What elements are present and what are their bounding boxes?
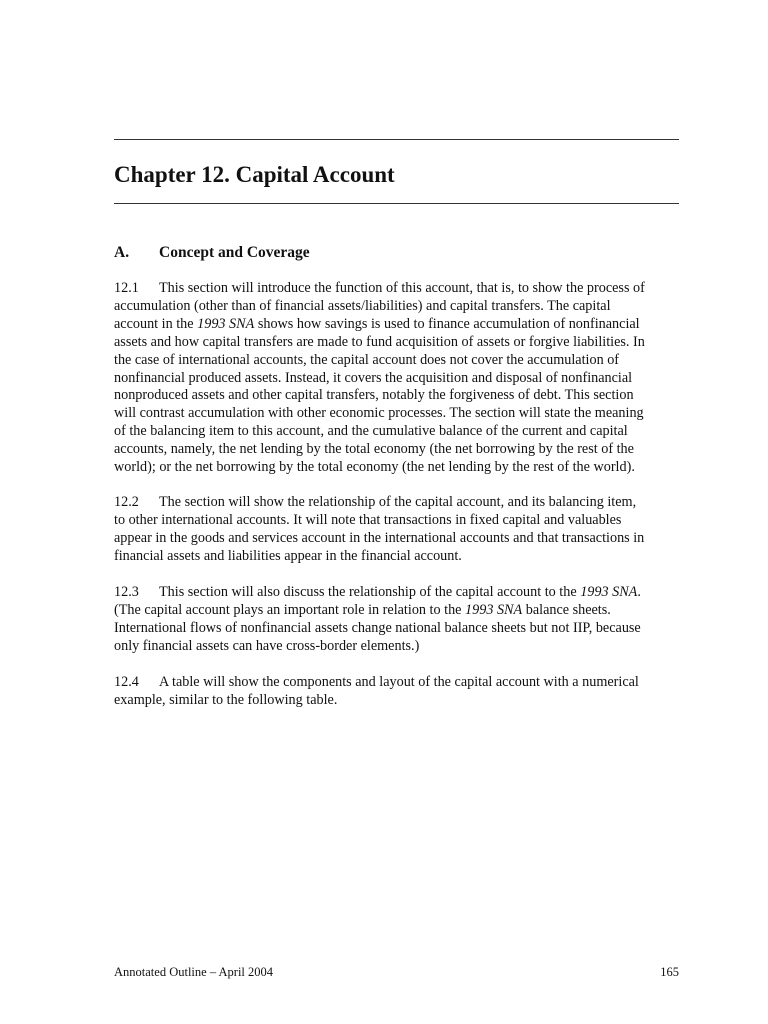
footer-document-label: Annotated Outline – April 2004 — [114, 965, 274, 979]
paragraph-line — [114, 692, 680, 710]
text-run: accumulation (other than of financial assets/liabilities) and capital transfers. The capital — [114, 297, 611, 314]
text-run: of the balancing item to this account, and the cumulative balance of the current and capital — [114, 423, 628, 440]
paragraph-line — [114, 334, 680, 352]
paragraph-number: 12.3 — [114, 584, 139, 600]
paragraph-line — [114, 602, 680, 620]
text-run: A table will show the components and layout of the capital account with a numerical — [159, 674, 639, 690]
paragraph-line — [114, 441, 680, 459]
top-rule — [114, 139, 679, 140]
section-heading — [114, 243, 310, 263]
text-run: account in the — [114, 315, 198, 332]
paragraph-line — [114, 512, 680, 530]
italic-text: 1993 SNA — [580, 584, 638, 600]
text-run: nonfinancial produced assets. Instead, it covers the acquisition and disposal of nonfinancial — [114, 369, 633, 386]
paragraph-line — [114, 674, 680, 692]
text-run: . — [637, 584, 641, 600]
footer-page-number: 165 — [660, 965, 679, 979]
paragraph-number: 12.1 — [114, 280, 139, 296]
paragraph-line — [114, 548, 680, 566]
paragraph-number: 12.4 — [114, 674, 139, 690]
paragraph-line — [114, 459, 680, 477]
paragraph-line — [114, 316, 680, 334]
paragraph-line — [114, 620, 680, 638]
section-letter: A. — [114, 244, 130, 261]
text-run: (The capital account plays an important role in relation to the — [114, 601, 466, 618]
text-run: The section will show the relationship of the capital account, and its balancing item, — [159, 494, 637, 510]
text-run: assets and how capital transfers are made to fund acquisition of assets or forgive liabilities. In — [114, 333, 645, 350]
paragraph-line — [114, 352, 680, 370]
text-run: accounts, namely, the net lending by the total economy (the net borrowing by the rest of the — [114, 441, 634, 458]
paragraph-line — [114, 423, 680, 441]
paragraph-line — [114, 298, 680, 316]
text-run: balance sheets. — [522, 601, 611, 618]
paragraph-line — [114, 387, 680, 405]
paragraph-line — [114, 530, 680, 548]
paragraph-line — [114, 584, 680, 602]
paragraph-12-1 — [114, 280, 680, 477]
text-run: to other international accounts. It will note that transactions in fixed capital and valuables — [114, 511, 622, 528]
paragraph-line — [114, 370, 680, 388]
title-underline-rule — [114, 203, 679, 204]
paragraph-number: 12.2 — [114, 494, 139, 510]
section-title: Concept and Coverage — [159, 244, 310, 261]
paragraph-line — [114, 405, 680, 423]
paragraph-line — [114, 280, 680, 298]
text-run: example, similar to the following table. — [114, 691, 338, 708]
paragraph-line — [114, 494, 680, 512]
text-run: shows how savings is used to finance accumulation of nonfinancial — [254, 315, 640, 332]
text-run: the case of international accounts, the capital account does not cover the accumulation of — [114, 351, 620, 368]
italic-text: 1993 SNA — [197, 315, 255, 332]
text-run: This section will introduce the function of this account, that is, to show the process of — [159, 280, 645, 296]
text-run: world); or the net borrowing by the total economy (the net lending by the rest of the world). — [114, 459, 635, 476]
chapter-title: Chapter 12. Capital Account — [114, 162, 395, 187]
text-run: financial assets and liabilities appear in the financial account. — [114, 547, 462, 564]
paragraph-line — [114, 638, 680, 656]
text-run: nonproduced assets and other capital transfers, notably the forgiveness of debt. This section — [114, 387, 634, 404]
paragraph-12-4 — [114, 674, 680, 710]
text-run: only financial assets can have cross-border elements.) — [114, 637, 420, 654]
text-run: appear in the goods and services account in the international accounts and that transactions in — [114, 529, 645, 546]
text-run: will contrast accumulation with other economic processes. The section will state the meaning — [114, 405, 644, 422]
text-run: International flows of nonfinancial assets change national balance sheets but not IIP, because — [114, 619, 641, 636]
italic-text: 1993 SNA — [465, 601, 523, 618]
text-run: This section will also discuss the relationship of the capital account to the — [159, 584, 581, 600]
paragraph-12-2 — [114, 494, 680, 566]
paragraph-12-3 — [114, 584, 680, 656]
